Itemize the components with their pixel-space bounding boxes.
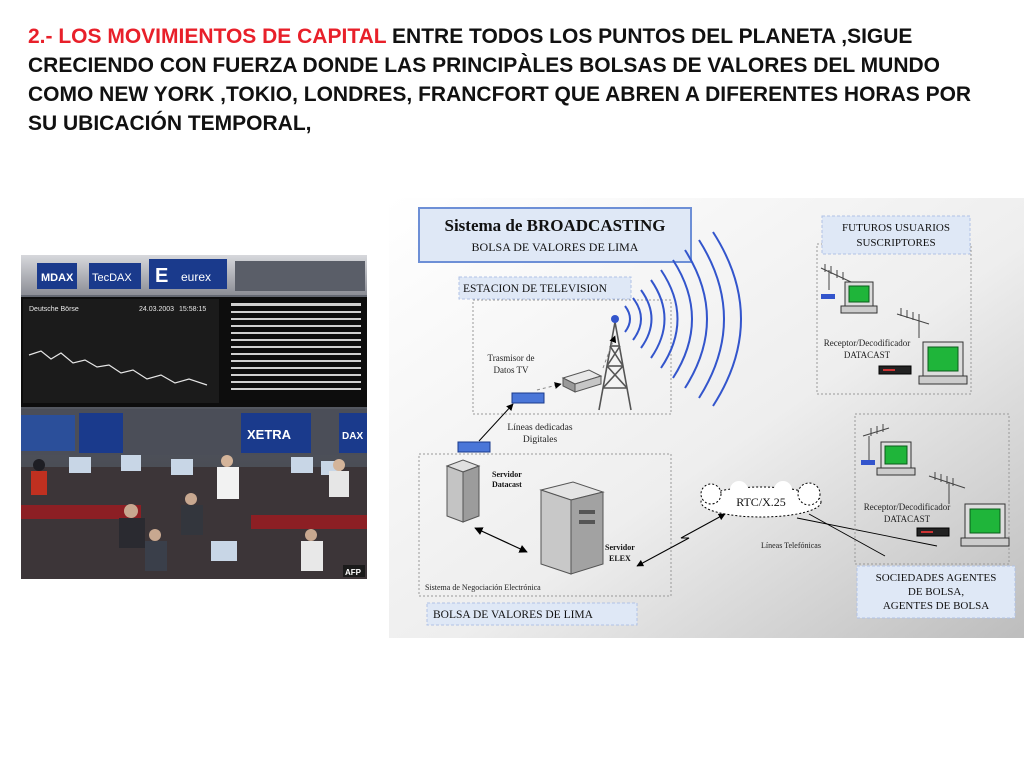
datacast-server-icon bbox=[447, 460, 479, 522]
broadcasting-diagram bbox=[389, 198, 1024, 638]
bvl-label: BOLSA DE VALORES DE LIMA bbox=[433, 609, 593, 621]
datacast-server-label-1: Servidor bbox=[492, 470, 522, 479]
board-header: Deutsche Börse bbox=[29, 306, 79, 313]
phone-lines-label: Líneas Telefónicas bbox=[761, 541, 821, 550]
computer-icon-2 bbox=[919, 342, 967, 384]
neg-system-label: Sistema de Negociación Electrónica bbox=[425, 583, 541, 592]
diagram-subtitle: BOLSA DE VALORES DE LIMA bbox=[471, 240, 639, 254]
heading-body: ENTRE TODOS LOS PUNTOS DEL PLANETA ,SIGUE CRECIENDO CON FUERZA DONDE LAS PRINCIPÀLES BOLSAS DE VALORES DEL MUNDO COMO NEW YORK ,TOKIO, LONDRES, FRANCFORT QUE ABREN A DIFERENTES HORAS POR SU UBICACIÓN TEMPORAL, bbox=[28, 25, 972, 135]
agents-label-1: SOCIEDADES AGENTES bbox=[875, 572, 997, 584]
receiver2-label-1: Receptor/Decodificador bbox=[863, 502, 951, 512]
trading-floor-photo bbox=[21, 255, 367, 579]
elex-server-icon bbox=[541, 482, 603, 574]
future-users-label-2: SUSCRIPTORES bbox=[856, 237, 936, 249]
slide-heading bbox=[28, 22, 988, 138]
digital-link-box-lower bbox=[458, 442, 490, 452]
tv-station-label: ESTACION DE TELEVISION bbox=[463, 283, 607, 295]
digital-link-box-upper bbox=[512, 393, 544, 403]
agents-label-3: AGENTES DE BOLSA bbox=[882, 600, 990, 612]
dedicated-lines-label-1: Líneas dedicadas bbox=[507, 423, 573, 433]
board-date: 24.03.2003 bbox=[139, 306, 175, 313]
future-users-label-1: FUTUROS USUARIOS bbox=[842, 222, 950, 234]
receiver2-label-2: DATACAST bbox=[883, 514, 931, 524]
sign-dax: DAX bbox=[342, 431, 364, 442]
sign-mdax: MDAX bbox=[41, 272, 74, 284]
tower-beacon-icon bbox=[611, 315, 619, 323]
dedicated-lines-label-2: Digitales bbox=[522, 435, 558, 445]
sign-xetra: XETRA bbox=[247, 427, 292, 442]
receiver1-label-1: Receptor/Decodificador bbox=[823, 338, 911, 348]
board-time: 15:58:15 bbox=[179, 306, 207, 313]
photo-credit: AFP bbox=[345, 568, 361, 577]
computer-icon-1 bbox=[841, 282, 877, 313]
agents-label-2: DE BOLSA, bbox=[907, 586, 965, 598]
receiver1-label-2: DATACAST bbox=[843, 350, 891, 360]
computer-icon-4 bbox=[961, 504, 1009, 546]
elex-server-label-2: ELEX bbox=[609, 554, 631, 563]
elex-server-label-1: Servidor bbox=[605, 543, 635, 552]
sign-eurex: eurex bbox=[181, 270, 212, 284]
svg-text:E: E bbox=[155, 265, 169, 287]
diagram-title: Sistema de BROADCASTING bbox=[444, 216, 666, 235]
transmitter-label-2: Datos TV bbox=[493, 365, 529, 375]
transmitter-label-1: Trasmisor de bbox=[487, 353, 535, 363]
rtc-label: RTC/X.25 bbox=[736, 495, 786, 509]
computer-icon-3 bbox=[877, 442, 915, 475]
heading-highlight: 2.- LOS MOVIMIENTOS DE CAPITAL bbox=[28, 25, 387, 48]
datacast-server-label-2: Datacast bbox=[492, 480, 522, 489]
sign-tecdax: TecDAX bbox=[92, 272, 132, 284]
